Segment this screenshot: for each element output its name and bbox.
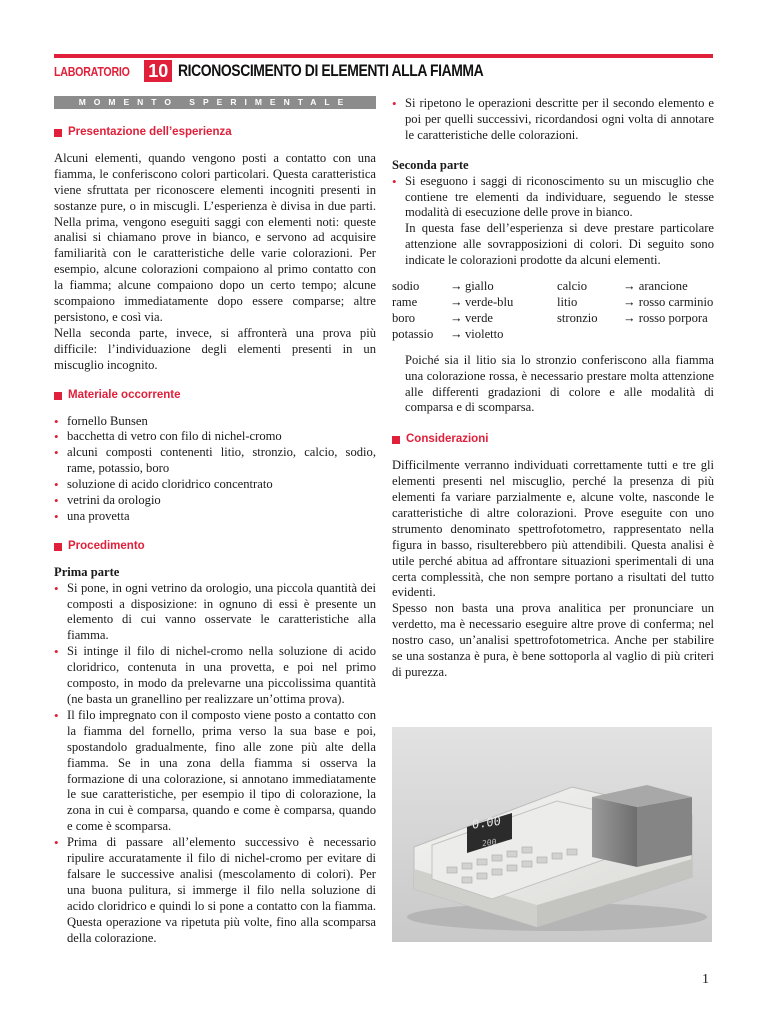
list-item: • Si eseguono i saggi di riconoscimento su un miscuglio che contiene tre elementi da individuare, seguendo le stesse modalità di esecuzione delle prove in bianco. bbox=[392, 174, 714, 222]
list-item: • Si pone, in ogni vetrino da orologio, una piccola quantità dei composti a disposizione: in ognuno di essi è presente un elemento di cui vanno osservate le caratteristiche alla fiamma. bbox=[54, 581, 376, 645]
element-name: boro bbox=[392, 310, 416, 325]
arrow-icon: → bbox=[623, 294, 636, 309]
right-column bbox=[392, 96, 714, 681]
arrow-icon: → bbox=[623, 310, 636, 325]
flame-color-text: arancione bbox=[638, 279, 688, 294]
arrow-icon: → bbox=[450, 279, 463, 294]
flame-color bbox=[623, 295, 721, 311]
section-label: LABORATORIO bbox=[54, 63, 130, 79]
element-name: litio bbox=[557, 294, 578, 309]
arrow-icon: → bbox=[450, 294, 463, 309]
square-bullet-icon bbox=[54, 392, 62, 400]
arrow-icon: → bbox=[450, 326, 463, 341]
header-rule bbox=[54, 54, 713, 58]
display-readout: 0.00 bbox=[472, 813, 501, 832]
spectrophotometer-illustration bbox=[392, 727, 712, 942]
procedimento-list-cont bbox=[392, 96, 714, 144]
after-colors-text: Poiché sia il litio sia lo stronzio conferiscono alla fiamma una colorazione rossa, è necessario prestare molta attenzione alle differenti gradazioni di colore e alle modalità di comparsa e di scomparsa. bbox=[405, 352, 714, 415]
left-column bbox=[54, 96, 376, 947]
flame-color: verde-blu bbox=[465, 294, 514, 309]
flame-color: giallo bbox=[465, 279, 494, 294]
heading-text: Materiale occorrente bbox=[68, 388, 181, 401]
heading-text: Considerazioni bbox=[406, 433, 489, 446]
list-item: • Si ripetono le operazioni descritte per il secondo elemento e poi per quelli successivi, ricordandosi ogni volta di annotare le caratteristiche delle colorazioni. bbox=[392, 96, 714, 144]
element-name: stronzio bbox=[557, 310, 598, 325]
element-name: rame bbox=[392, 294, 418, 309]
considerazioni-text: Difficilmente verranno individuati correttamente tutti e tre gli elementi presenti nel miscuglio, perché la presenza di più elementi fa variare parzialmente e, alcune volte, nasconde le caratteristiche di altre colorazioni. Prove eseguite con uno strumento denominato spettrofotometro, rappresentato nella figura in basso, risulterebbero più attendibili. Questa analisi è utile perché abitua ad affrontare situazioni sperimentali di una certa complessità, che non sempre portano a risultati del tutto evidenti. bbox=[392, 458, 714, 600]
heading-text: Presentazione dell’esperienza bbox=[68, 126, 232, 138]
flame-color-text: rosso porpora bbox=[638, 310, 708, 325]
section-banner: MOMENTO SPERIMENTALE bbox=[54, 96, 376, 109]
list-item: • una provetta bbox=[54, 509, 376, 525]
heading-materiale bbox=[54, 388, 376, 404]
materiale-list bbox=[54, 414, 376, 525]
element-name: potassio bbox=[392, 326, 434, 341]
presentazione-text-2: Nella seconda parte, invece, si affronterà una prova più difficile: l’individuazione degli elementi presenti in un miscuglio incognito. bbox=[54, 325, 376, 372]
seconda-parte-heading: Seconda parte bbox=[392, 157, 469, 172]
procedimento-list bbox=[54, 581, 376, 947]
flame-color-text: rosso carminio bbox=[638, 294, 714, 309]
list-item: • Prima di passare all’elemento successivo è necessario ripulire accuratamente il filo di nichel-cromo per evitare di falsare le successive analisi (mescolamento di colori). Per una buona pulitura, si immerge il filo nella soluzione di acido cloridrico e quindi lo si pone a contatto con la fiamma. Questa operazione va ripetuta più volte, fino alla scomparsa della colorazione. bbox=[54, 835, 376, 946]
flame-color: verde bbox=[465, 310, 493, 325]
flame-colors-table bbox=[392, 279, 714, 343]
considerazioni-text-2: Spesso non basta una prova analitica per pronunciare un verdetto, ma è necessario eseguire altre prove di conferma; nel nostro caso, un’analisi spettrofotometrica. Anche per stabilire se una sostanza è pura, è bene sottoporla al vaglio di più criteri di purezza. bbox=[392, 601, 714, 679]
heading-text: Procedimento bbox=[68, 539, 145, 552]
flame-color bbox=[623, 311, 721, 327]
page-header bbox=[54, 60, 551, 82]
page-title: RICONOSCIMENTO DI ELEMENTI ALLA FIAMMA bbox=[178, 61, 484, 80]
list-item: • vetrini da orologio bbox=[54, 493, 376, 509]
square-bullet-icon bbox=[54, 129, 62, 137]
square-bullet-icon bbox=[54, 543, 62, 551]
list-item: • alcuni composti contenenti litio, stronzio, calcio, sodio, rame, potassio, boro bbox=[54, 445, 376, 477]
seconda-parte-text: In questa fase dell’esperienza si deve prestare particolare attenzione alle sovrapposizioni di colori. Di seguito sono indicate le colorazioni prodotte da alcuni elementi. bbox=[405, 221, 714, 268]
display-readout-2: 200 bbox=[482, 837, 497, 849]
list-item: • soluzione di acido cloridrico concentrato bbox=[54, 477, 376, 493]
list-item: • bacchetta di vetro con filo di nichel-cromo bbox=[54, 429, 376, 445]
arrow-icon: → bbox=[623, 279, 636, 294]
element-name: sodio bbox=[392, 279, 420, 294]
prima-parte-heading: Prima parte bbox=[54, 564, 120, 579]
heading-presentazione bbox=[54, 125, 376, 141]
flame-color: violetto bbox=[465, 326, 504, 341]
lab-number: 10 bbox=[144, 60, 172, 82]
list-item: • Il filo impregnato con il composto viene posto a contatto con la fiamma del fornello, prima verso la sua base e poi, spostandolo gradualmente, fino alle zone più alte della fiamma. Se in una zona della fiamma si osserva la formazione di una colorazione, si annotano immediatamente le sue caratteristiche, per esempio il tipo di colorazione, la zona in cui è comparsa, quando e come è comparsa, quando e come è scomparsa. bbox=[54, 708, 376, 835]
flame-color bbox=[623, 279, 721, 295]
square-bullet-icon bbox=[392, 436, 400, 444]
list-item: • fornello Bunsen bbox=[54, 414, 376, 430]
list-item: • Si intinge il filo di nichel-cromo nella soluzione di acido cloridrico, contenuta in una provetta, e poi nel primo composto, in modo da prelevarne una piccolissima quantità (ne basta un granellino per realizzare un’ottima prova). bbox=[54, 644, 376, 708]
seconda-parte-list bbox=[392, 174, 714, 222]
spectrophotometer-photo bbox=[392, 727, 712, 942]
element-name: calcio bbox=[557, 279, 588, 294]
heading-procedimento bbox=[54, 539, 376, 555]
arrow-icon: → bbox=[450, 310, 463, 325]
heading-considerazioni bbox=[392, 432, 714, 448]
presentazione-text: Alcuni elementi, quando vengono posti a contatto con una fiamma, le conferiscono colori particolari. Questa caratteristica viene sfruttata per riconoscere elementi incogniti presenti in sostanze pure, o in miscugli. L’esperienza è divisa in due parti. Nella prima, vengono eseguiti saggi con elementi noti: queste analisi si chiamano prove in bianco, e servono ad acquisire familiarità con le caratteristiche delle varie colorazioni. Per esempio, alcune colorazioni compaiono al primo contatto con la fiamma; alcune compaiono dopo un certo tempo; alcune scompaiono immediatamente dopo essere comparse; altre persistono, e così via. bbox=[54, 150, 376, 324]
page-number: 1 bbox=[702, 972, 709, 987]
